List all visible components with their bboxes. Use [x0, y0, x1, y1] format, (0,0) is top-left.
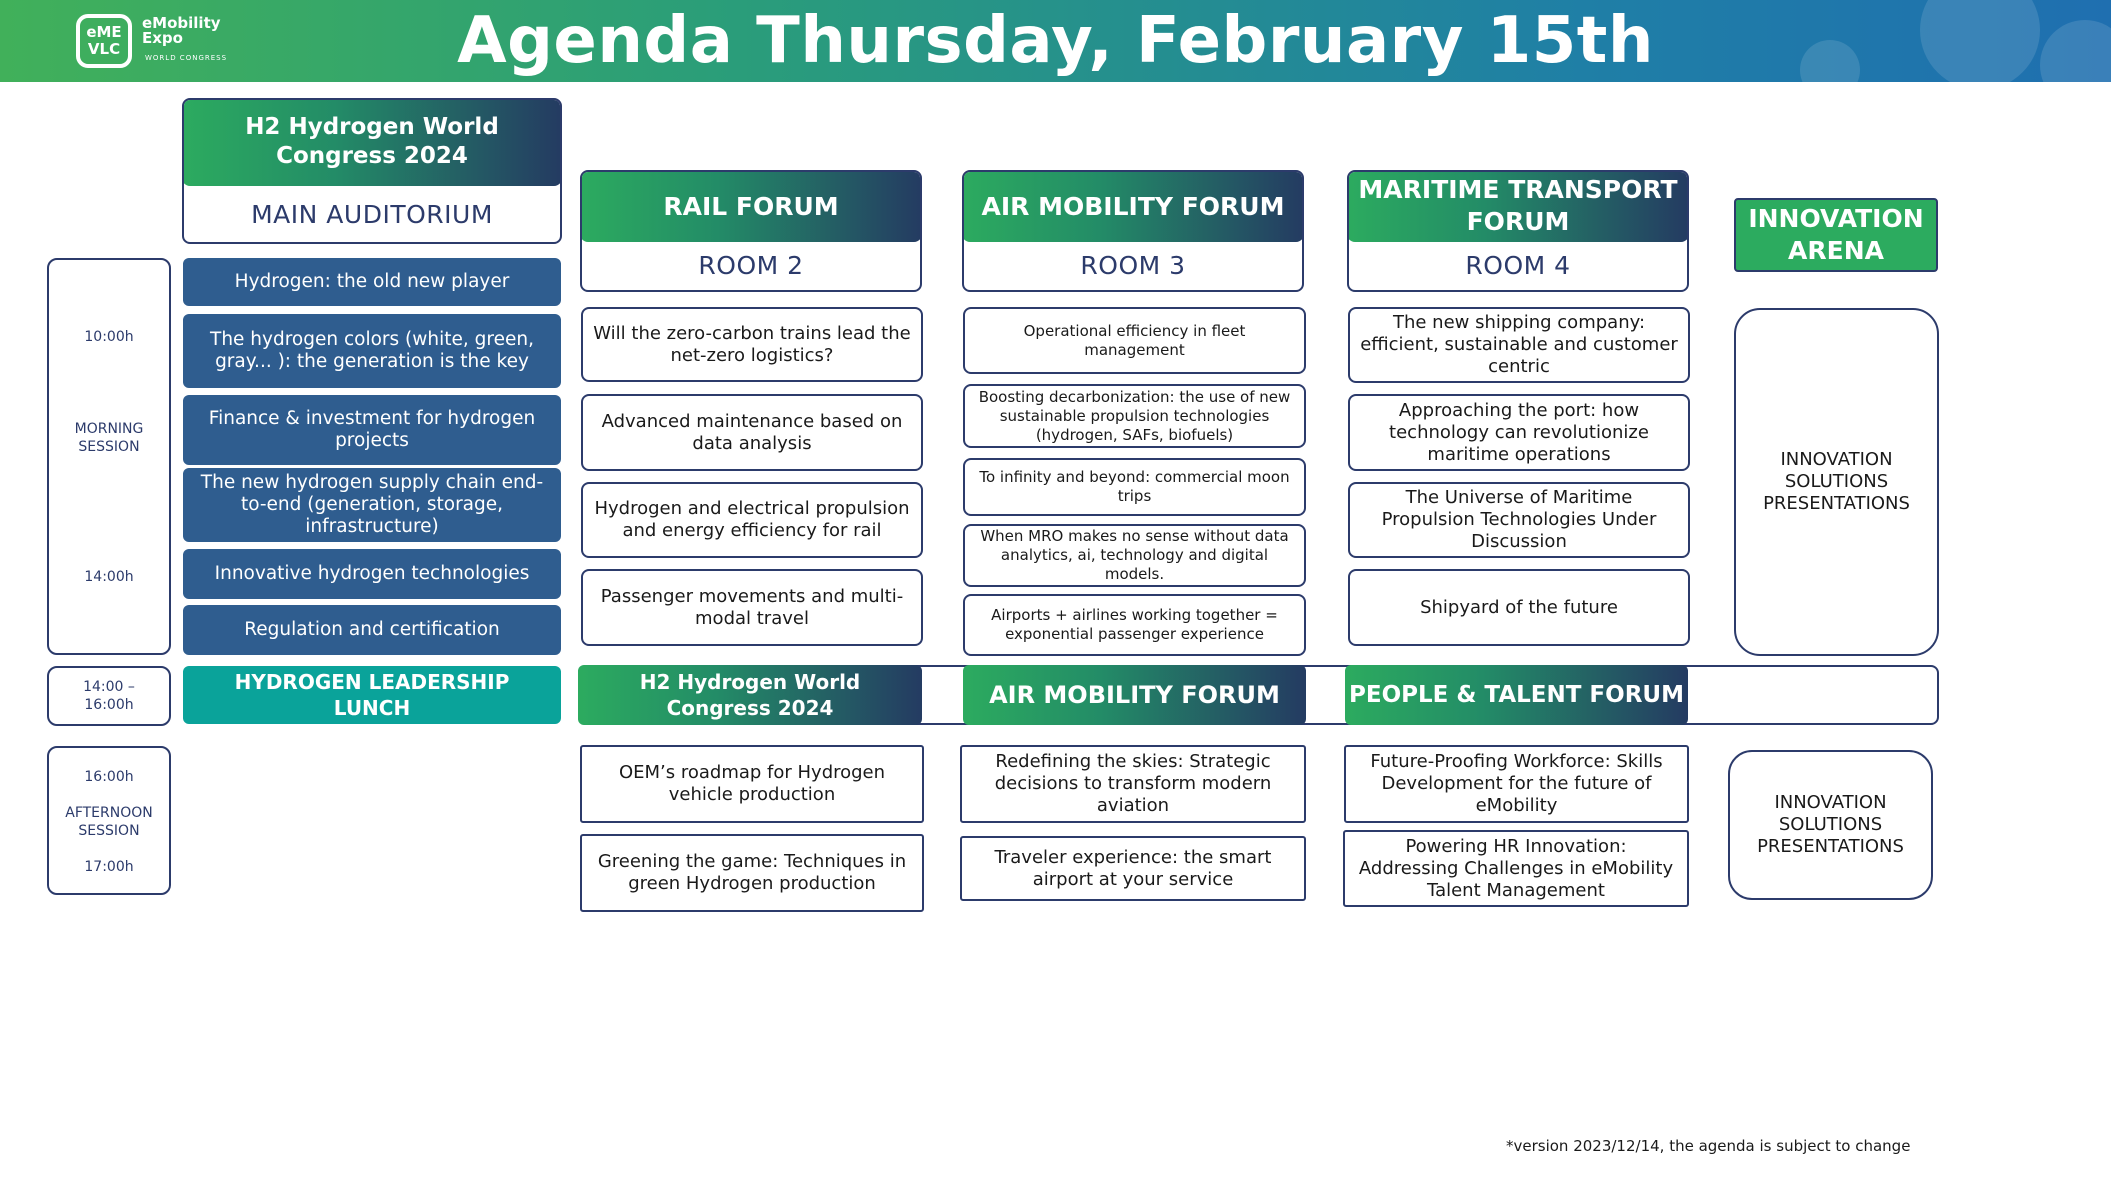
maritime-forum-header — [1347, 170, 1689, 292]
main-session-3: Finance & investment for hydrogen projects — [183, 395, 561, 465]
maritime-room-label: ROOM 4 — [1465, 250, 1571, 280]
maritime-session-1: The new shipping company: efficient, sustainable and customer centric — [1348, 307, 1690, 383]
air-session-3: To infinity and beyond: commercial moon trips — [963, 458, 1306, 516]
afternoon-time-panel — [47, 746, 171, 895]
main-session-1: Hydrogen: the old new player — [183, 258, 561, 306]
main-session-4: The new hydrogen supply chain end-to-end (generation, storage, infrastructure) — [183, 468, 561, 542]
people-talent-header: PEOPLE & TALENT FORUM — [1345, 665, 1688, 725]
version-footnote: *version 2023/12/14, the agenda is subject to change — [1506, 1137, 1911, 1155]
air-afternoon-session-2: Traveler experience: the smart airport at your service — [960, 836, 1306, 901]
air-afternoon-session-1: Redefining the skies: Strategic decisions to transform modern aviation — [960, 745, 1306, 823]
air-session-5: Airports + airlines working together = exponential passenger experience — [963, 594, 1306, 656]
air-room-label: ROOM 3 — [1080, 250, 1186, 280]
air-afternoon-header: AIR MOBILITY FORUM — [963, 665, 1306, 725]
main-track-title: H2 Hydrogen World Congress 2024 — [182, 98, 562, 186]
talent-afternoon-session-2: Powering HR Innovation: Addressing Challenges in eMobility Talent Management — [1343, 830, 1689, 907]
lunch-time-panel — [47, 666, 171, 726]
air-track-title: AIR MOBILITY FORUM — [962, 170, 1304, 242]
hydrogen-leadership-lunch: HYDROGEN LEADERSHIP LUNCH — [183, 666, 561, 724]
afternoon-start-time: 16:00h — [84, 769, 134, 785]
rail-afternoon-header: H2 Hydrogen World Congress 2024 — [578, 665, 922, 725]
morning-end-time: 14:00h — [84, 569, 134, 585]
rail-session-1: Will the zero-carbon trains lead the net-zero logistics? — [581, 307, 923, 382]
maritime-session-4: Shipyard of the future — [1348, 569, 1690, 646]
rail-afternoon-session-2: Greening the game: Techniques in green Hydrogen production — [580, 834, 924, 912]
rail-afternoon-session-1: OEM’s roadmap for Hydrogen vehicle production — [580, 745, 924, 823]
morning-start-time: 10:00h — [84, 329, 134, 345]
air-session-4: When MRO makes no sense without data analytics, ai, technology and digital models. — [963, 524, 1306, 587]
rail-session-4: Passenger movements and multi-modal travel — [581, 569, 923, 646]
innovation-afternoon-presentations: INNOVATION SOLUTIONS PRESENTATIONS — [1728, 750, 1933, 900]
main-auditorium-header — [182, 98, 562, 244]
logo-brand: eMobility Expo — [142, 14, 221, 47]
air-session-2: Boosting decarbonization: the use of new sustainable propulsion technologies (hydrogen, SAFs, biofuels) — [963, 384, 1306, 448]
rail-forum-header — [580, 170, 922, 292]
air-session-1: Operational efficiency in fleet management — [963, 307, 1306, 374]
main-session-6: Regulation and certification — [183, 605, 561, 655]
innovation-arena-header: INNOVATION ARENA — [1734, 198, 1938, 272]
afternoon-label: AFTERNOON SESSION — [65, 805, 153, 839]
afternoon-end-time: 17:00h — [84, 859, 134, 875]
main-session-5: Innovative hydrogen technologies — [183, 549, 561, 599]
logo-icon: eME VLC — [76, 14, 132, 68]
logo-subtitle: WORLD CONGRESS — [145, 54, 228, 62]
page-title: Agenda Thursday, February 15th — [457, 4, 1654, 78]
lunch-time: 14:00 – 16:00h — [83, 679, 135, 713]
talent-afternoon-session-1: Future-Proofing Workforce: Skills Development for the future of eMobility — [1344, 745, 1689, 823]
maritime-track-title: MARITIME TRANSPORT FORUM — [1347, 170, 1689, 242]
main-room-label: MAIN AUDITORIUM — [251, 199, 493, 229]
maritime-session-3: The Universe of Maritime Propulsion Technologies Under Discussion — [1348, 482, 1690, 558]
rail-session-2: Advanced maintenance based on data analysis — [581, 394, 923, 471]
main-session-2: The hydrogen colors (white, green, gray... ): the generation is the key — [183, 314, 561, 388]
innovation-morning-presentations: INNOVATION SOLUTIONS PRESENTATIONS — [1734, 308, 1939, 656]
rail-track-title: RAIL FORUM — [580, 170, 922, 242]
air-mobility-header — [962, 170, 1304, 292]
rail-session-3: Hydrogen and electrical propulsion and energy efficiency for rail — [581, 482, 923, 558]
morning-time-panel — [47, 258, 171, 655]
morning-label: MORNING SESSION — [74, 421, 144, 455]
rail-room-label: ROOM 2 — [698, 250, 804, 280]
header-banner — [0, 0, 2111, 82]
maritime-session-2: Approaching the port: how technology can revolutionize maritime operations — [1348, 394, 1690, 471]
